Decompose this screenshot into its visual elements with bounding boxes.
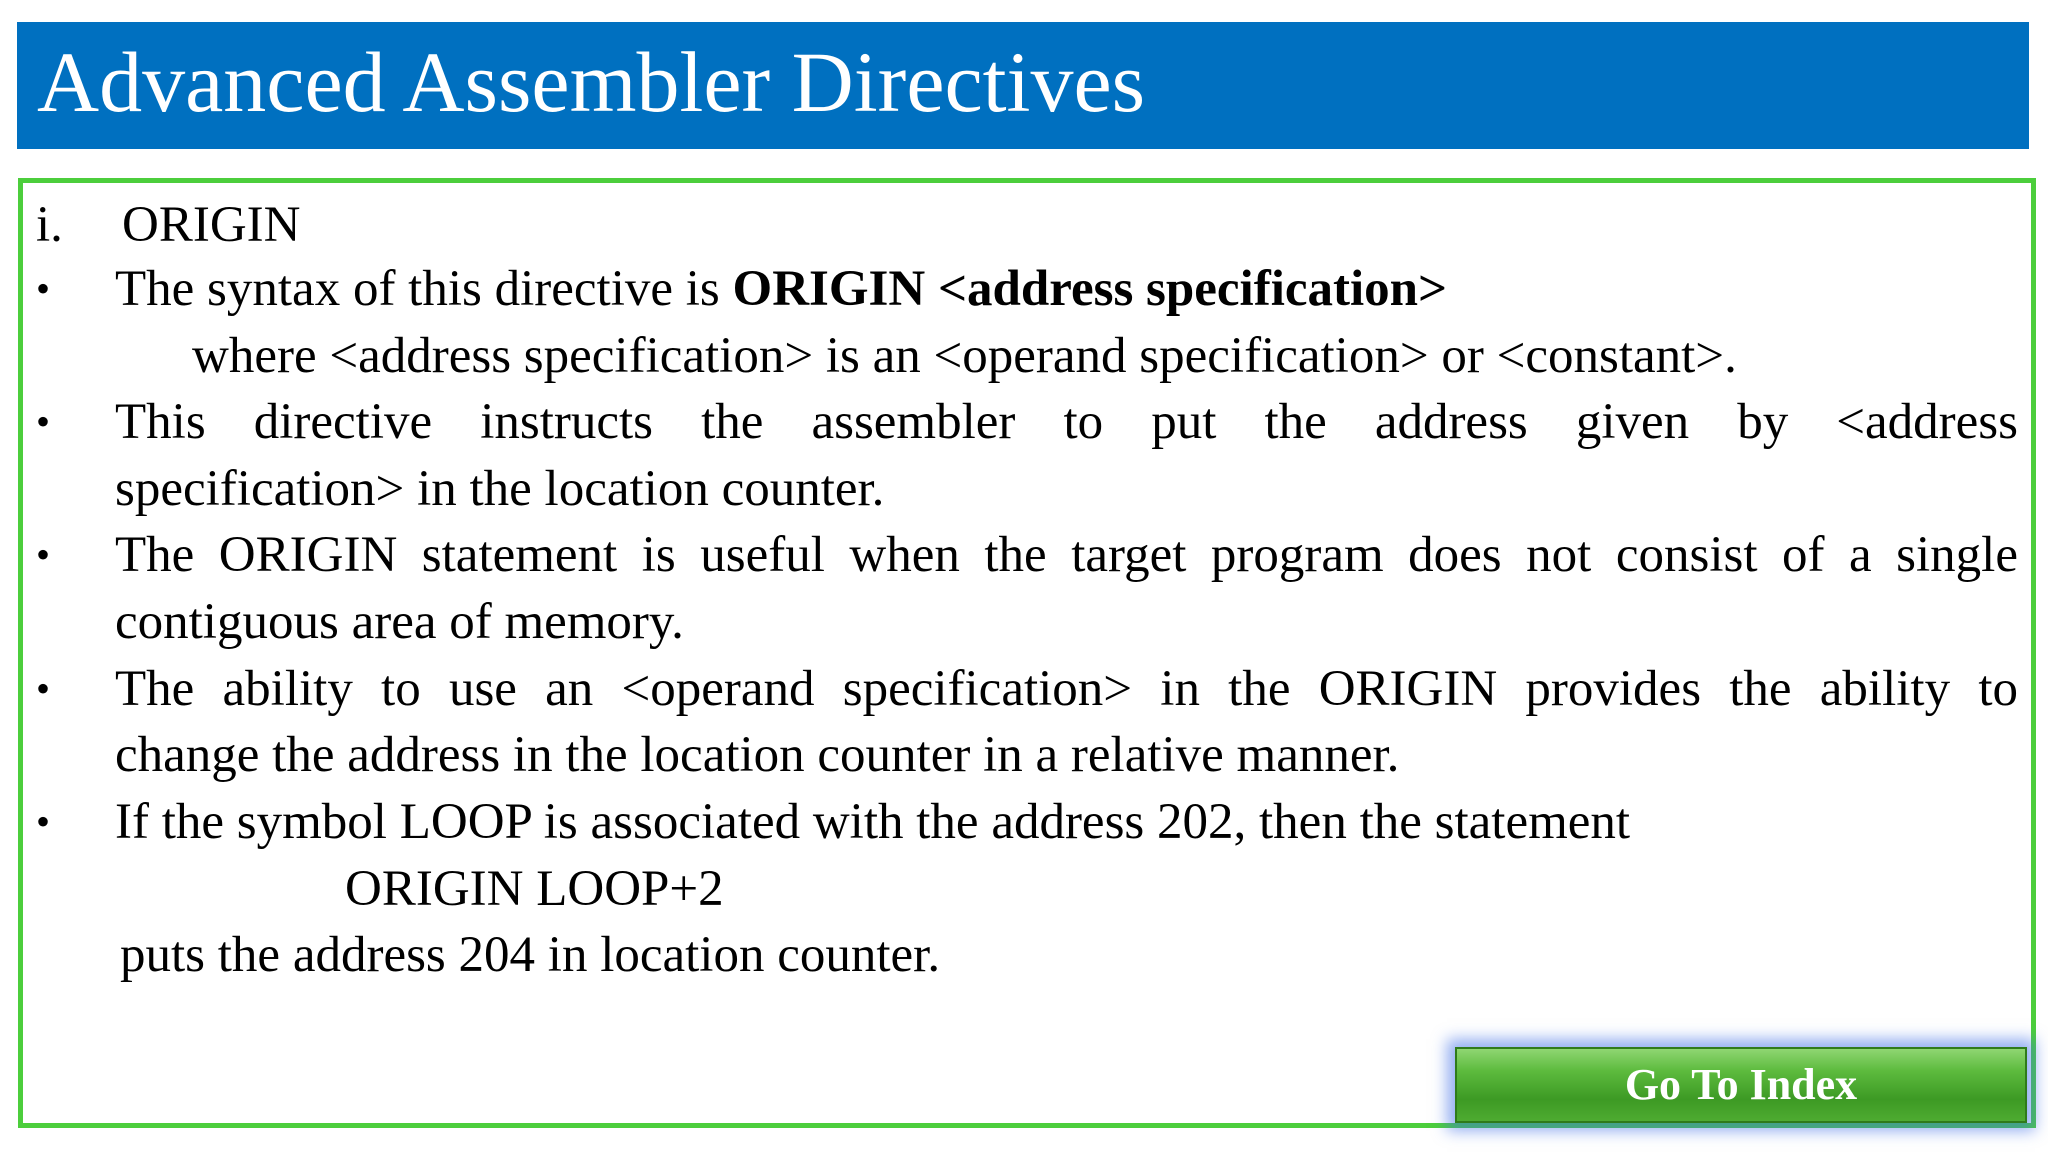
code-statement: ORIGIN LOOP+2 bbox=[345, 861, 724, 917]
bullet-1-prefix: The syntax of this directive is bbox=[115, 261, 733, 317]
bullet-marker-1: • bbox=[36, 266, 51, 311]
heading-origin: ORIGIN bbox=[122, 197, 301, 253]
bullet-3-line-1: The ORIGIN statement is useful when the target program does not consist of a single bbox=[115, 527, 2018, 583]
heading-marker: i. bbox=[36, 197, 63, 253]
bullet-marker-5: • bbox=[36, 799, 51, 844]
bullet-5-line-3: puts the address 204 in location counter. bbox=[120, 927, 941, 983]
content-box bbox=[18, 178, 2036, 1128]
bullet-5-line-1: If the symbol LOOP is associated with the address 202, then the statement bbox=[115, 794, 1631, 850]
bullet-1-syntax: ORIGIN <address specification> bbox=[732, 261, 1448, 317]
bullet-4-line-2: change the address in the location counter in a relative manner. bbox=[115, 727, 1400, 783]
bullet-1-text bbox=[115, 259, 1447, 319]
slide-title: Advanced Assembler Directives bbox=[37, 34, 1146, 130]
go-to-index-label: Go To Index bbox=[1624, 1060, 1858, 1109]
bullet-marker-4: • bbox=[36, 666, 51, 711]
bullet-marker-2: • bbox=[36, 399, 51, 444]
bullet-2-line-1: This directive instructs the assembler to put the address given by <address bbox=[115, 394, 2018, 450]
bullet-marker-3: • bbox=[36, 532, 51, 577]
go-to-index-button[interactable] bbox=[1455, 1047, 2027, 1123]
bullet-1-subline: where <address specification> is an <operand specification> or <constant>. bbox=[192, 328, 1737, 384]
bullet-2-line-2: specification> in the location counter. bbox=[115, 461, 885, 517]
bullet-4-line-1: The ability to use an <operand specification> in the ORIGIN provides the ability to bbox=[115, 661, 2018, 717]
title-bar bbox=[17, 22, 2029, 149]
bullet-3-line-2: contiguous area of memory. bbox=[115, 594, 684, 650]
